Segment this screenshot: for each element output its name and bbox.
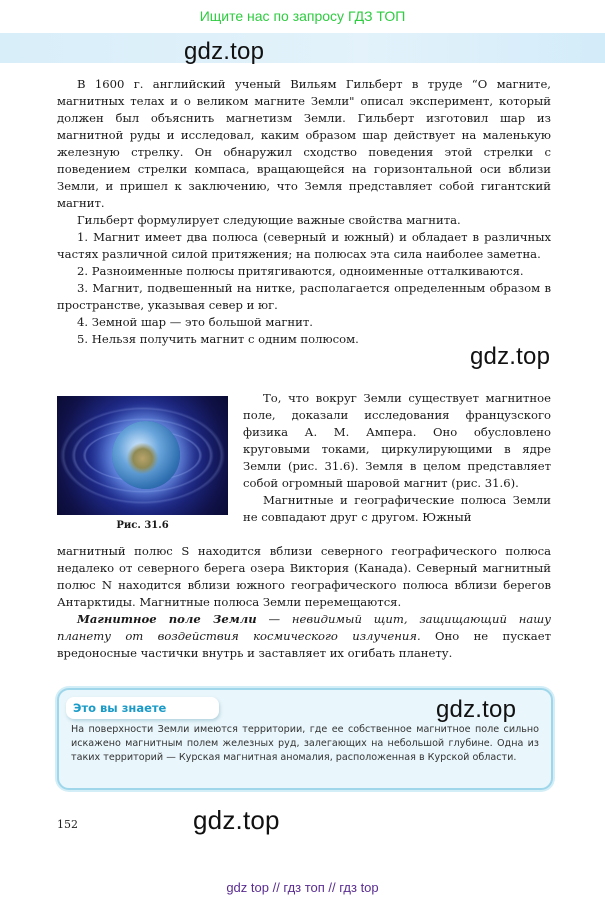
definition-rest: Оно не пускает вредоносные частички внутрь и заставляет их огибать планету. (57, 629, 551, 660)
definition: — невидимый щит, защищающий нашу планету от воздействия космического излучения. (57, 612, 551, 643)
wrap-text (243, 390, 551, 526)
term: Магнитное поле Земли (77, 612, 257, 626)
earth-globe-icon (112, 421, 180, 489)
search-banner: Ищите нас по запросу ГДЗ ТОП (199, 8, 406, 24)
info-box-title: Это вы знаете (66, 697, 219, 719)
watermark: gdz.top (193, 805, 280, 835)
footer-links[interactable]: gdz top // гдз топ // гдз top (226, 880, 379, 895)
paragraph-ampere: То, что вокруг Земли существует магнитное поле, доказали исследования французского физика А. М. Ампера. Оно обусловлено круговыми токами, циркулирующими в ядре Земли (рис. 31.6). Земля в целом представляет собой огромный шаровой магнит (рис. 31.6). (243, 391, 551, 490)
list-item: 4. Земной шар — это большой магнит. (77, 315, 313, 329)
list-item: 3. Магнит, подвешенный на нитке, располагается определенным образом в пространстве, указывая север и юг. (57, 281, 551, 312)
watermark: gdz.top (470, 343, 551, 370)
paragraph-poles-rest: магнитный полюс S находится вблизи северного географического полюса недалеко от северного берега озера Виктория (Канада). Северный магнитный полюс N находится вблизи южного географического полюса вблизи берегов Антарктиды. Магнитные полюса Земли перемещаются. (57, 544, 551, 609)
paragraph-poles-start: Магнитные и географические полюса Земли не совпадают друг с другом. Южный (243, 493, 551, 524)
paragraph-properties-intro: Гильберт формулирует следующие важные свойства магнита. (77, 213, 461, 227)
figure-caption: Рис. 31.6 (116, 520, 169, 531)
info-box-text: На поверхности Земли имеются территории, где ее собственное магнитное поле сильно искажено магнитным полем железных руд, залегающих на небольшой глубине. Одна из таких территорий — Курская магнитная аномалия, расположенная в Курской области. (71, 724, 539, 763)
list-item: 5. Нельзя получить магнит с одним полюсом. (77, 332, 359, 346)
list-item: 1. Магнит имеет два полюса (северный и южный) и обладает в различных частях различной силой притяжения; на полюсах эта сила наиболее заметна. (57, 230, 551, 261)
page-number: 152 (57, 818, 78, 831)
watermark: gdz.top (436, 696, 517, 723)
earth-magnetic-field-image (57, 396, 228, 515)
header-bar (0, 33, 605, 63)
list-item: 2. Разноименные полюсы притягиваются, одноименные отталкиваются. (77, 264, 524, 278)
watermark: gdz.top (184, 38, 265, 65)
main-text-continued (57, 543, 551, 662)
paragraph-shield (57, 611, 551, 662)
main-text (57, 76, 551, 348)
paragraph-gilbert: В 1600 г. английский ученый Вильям Гильберт в труде “О магните, магнитных телах и о великом магните Земли" описал эксперимент, который должен был объяснить магнетизм Земли. Гильберт изготовил шар из магнитной руды и исследовал, каким образом шар действует на маленькую железную стрелку. Он обнаружил сходство поведения этой стрелки с поведением стрелки компаса, вращающейся на горизонтальной оси вблизи Земли, и пришел к заключению, что Земля представляет собой гигантский магнит. (57, 77, 551, 210)
